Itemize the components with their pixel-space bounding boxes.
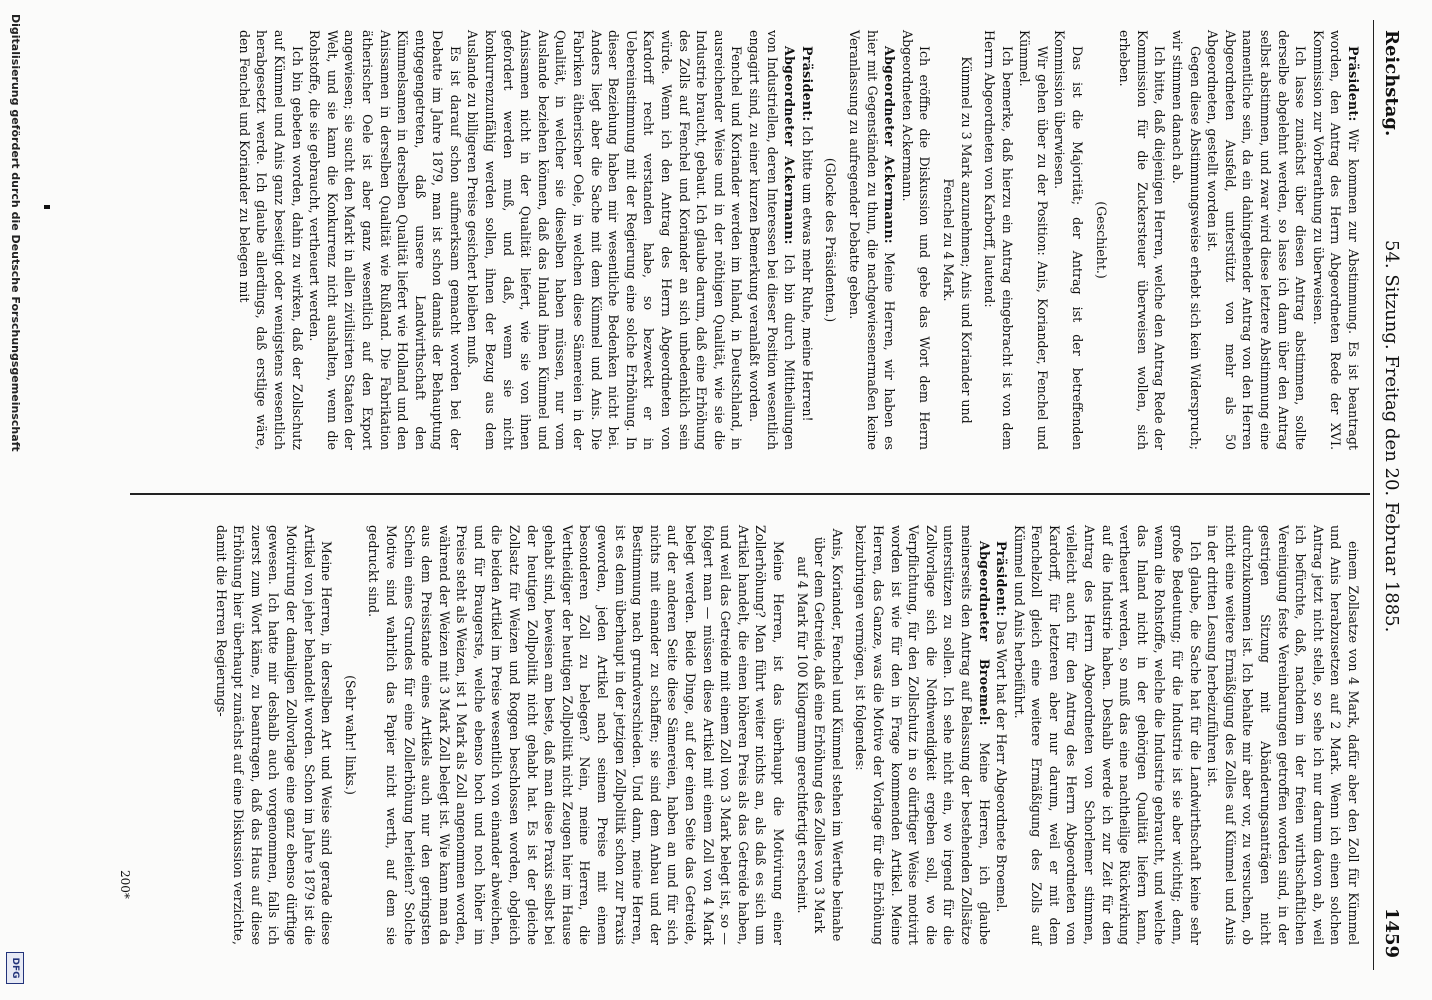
digitization-credit: Digitalisierung gefördert durch die Deutsche Forschungsgemeinschaft xyxy=(9,14,22,452)
paragraph xyxy=(898,30,933,450)
paragraph xyxy=(1116,30,1169,450)
sheet-signature-mark: 200* xyxy=(118,870,132,899)
centered-remark: (Sehr wahr! links.) xyxy=(342,675,358,795)
paragraph xyxy=(306,30,464,450)
scan-speck xyxy=(44,205,50,209)
paragraph xyxy=(1010,525,1204,945)
paragraph xyxy=(798,30,816,450)
paragraph-text: Wir kommen zur Abstimmung. Es ist beantragt worden, den Antrag des Herrn Abgeordneten Rede der XVI. Kommission zur Vorberathung zu überweisen. xyxy=(1310,30,1361,450)
paragraph xyxy=(1051,30,1086,450)
paragraph xyxy=(1016,30,1051,450)
paragraph-text: einem Zollsatze von 4 Mark, dafür aber den Zoll für Kümmel und Anis herabzusetzen auf 2 Mark. Wenn ich einen solchen Antrag jetzt nicht stelle, so sehe ich nur darum davon ab, weil ich befürchte, daß, nachdem in der freien wirthschaftlichen Vereinigung feste Vereinbarungen getroffen worden sind, in der gestrigen Sitzung mit Abänderungsanträgen nicht durchzukommen ist. Ich behalte mir aber vor, zu versuchen, ob nicht eine weitere Ermäßigung des Zolles auf Kümmel und Anis in der dritten Lesung herbeizuführen ist. xyxy=(1205,525,1361,945)
speaker-name: Präsident: xyxy=(799,46,815,122)
paragraph-text: Ich bemerke, daß hierzu ein Antrag eingebracht ist von dem Herrn Abgeordneten von Karborff, lautend: xyxy=(982,30,1015,450)
paragraph-text: Meine Herren, ich glaube meinerseits den Antrag auf Belassung der bestehenden Zollsätze unterstützen zu sollen. Ich sehe nicht ein, wo irgend für die Zollvorlage sich die Nothwendigkeit ergeben soll, wo die Verpflichtung, für den Zollschutz in so dürftiger Weise motivirt worden ist wie für den in Frage kommenden Artikel. Meine Herren, das Ganze, was die Motive der Vorlage für die Erhöhung beizubringen vermögen, ist folgendes: xyxy=(853,525,992,945)
paragraph-text: Ich bitte um etwas mehr Ruhe, meine Herren! xyxy=(799,125,815,422)
speaker-name: Abgeordneter Broemel: xyxy=(976,541,992,726)
header-journal-title: Reichstag. xyxy=(1381,30,1402,137)
dfg-logo-text: DFG xyxy=(10,957,20,979)
paragraph xyxy=(1168,30,1203,450)
paragraph xyxy=(212,525,335,945)
dfg-logo xyxy=(6,952,24,984)
header-page-number: 1459 xyxy=(1381,907,1402,958)
centered-remark: Kümmel zu 3 Mark anzunehmen; Anis und Koriander und Fenchel zu 4 Mark. xyxy=(940,56,974,424)
paragraph xyxy=(1309,30,1362,450)
paragraph-text: Ich lasse zunächst über diesen Antrag abstimmen, sollte derselbe abgelehnt werden, so lasse ich dann über den Antrag selbst abstimmen, und zwar wird diese letztere Abstimmung eine namentliche sein, da ein dahingehender Antrag von den Herren Abgeordneten Ausfeld, unterstützt von mehr als 50 Abgeordneten, gestellt worden ist. xyxy=(1205,30,1309,450)
paragraph xyxy=(1204,525,1362,945)
page-header xyxy=(1373,20,1408,970)
paragraph-text: Gegen diese Abstimmungsweise erhebt sich kein Widerspruch; wir stimmen danach ab. xyxy=(1170,30,1203,450)
paragraph xyxy=(981,30,1016,450)
paragraph-text: Ich bin durch Mittheilungen von Industriellen, deren Interessen bei dieser Position wesentlich engagirt sind, zu einer kurzen Bemerkung veranlaßt worden. xyxy=(747,30,798,450)
paragraph xyxy=(1204,30,1310,450)
paragraph-text: Das Wort hat der Herr Abgeordnete Broemel. xyxy=(994,620,1010,913)
paragraph xyxy=(365,525,787,945)
paragraph-text: Ich eröffne die Diskussion und gebe das Wort dem Herrn Abgeordneten Ackermann. xyxy=(899,30,933,450)
paragraph xyxy=(235,30,305,450)
paragraph xyxy=(745,30,798,450)
paragraph-text: Meine Herren, ist das überhaupt die Motivirung einer Zollerhöhung? Man führt weiter nichts an, als daß es sich um Artikel handelt, die einen höheren Preis als das Getreide haben, und weil das Getreide mit einem Zoll von 3 Mark belegt ist, so — folgert man — müssen diese Artikel mit einem Zoll von 4 Mark belegt werden. Beide Dinge, auf der einen Seite das Getreide, auf der anderen Seite diese Sämereien, haben an und für sich nichts mit einander zu schaffen; sie sind dem Anbau und der Bestimmung nach grundverschieden. Und dann, meine Herren, ist es denn überhaupt in der jetzigen Zollpolitik schon zur Praxis geworden, jeden Artikel nach seinem Preise mit einem besonderen Zoll zu belegen? Nein, meine Herren, die Vertheidiger der heutigen Zollpolitik nicht Zeugen hier im Hause gehabt sind, beweisen am beste, daß man diese Praxis selbst bei der heutigen Zollpolitik nicht gehabt hat. Es ist der gleiche Zollsatz für Weizen und Roggen beschlossen worden, obgleich die beiden Artikel im Preise wesentlich von einander abweichen, und für Braugerste, welche ebenso hoch und noch höher im Preise steht als Weizen, ist 1 Mark als Zoll angenommen worden, während der Weizen mit 3 Mark Zoll belegt ist. Wie kann man da aus dem Preisstande eines Artikels auch nur den geringsten Schein eines Grundes für eine Zollerhöhung herleiten? Solche Motive sind wahrlich das Papier nicht werth, auf dem sie gedruckt sind. xyxy=(366,525,786,945)
header-session-date: 54. Sitzung. Freitag den 20. Februar 1885. xyxy=(1381,240,1402,633)
text-column-left xyxy=(235,30,1362,450)
paragraph xyxy=(993,525,1011,945)
paragraph-text: Meine Herren, wir haben es hier mit Gegenständen zu thun, die nachgewiesenermaßen keine Veranlassung zu aufregender Debatte geben. xyxy=(846,30,898,450)
centered-remark: (Geschieht.) xyxy=(1093,201,1109,279)
paragraph xyxy=(845,30,898,450)
centered-remark: Anis, Koriander, Fenchel und Kümmel stehen im Werthe beinahe über dem Getreide, daß eine Erhöhung des Zolles von 3 Mark auf 4 Mark für 100 Kilogramm gerechtfertigt erscheint. xyxy=(794,528,845,942)
paragraph-text: Es ist darauf schon aufmerksam gemacht worden bei der Debatte im Jahre 1879, man ist schon damals der Behauptung entgegengetreten, daß unsere Landwirthschaft den Kümmelsamen in derselben Qualität liefert wie Holland und den Anissamen in derselben Qualität wie Rußland. Die Fabrikation ätherischer Oele ist aber ganz wesentlich auf den Export angewiesen; sie sucht den Markt in allen zivilisirten Staaten der Welt, und sie kann die Konkurrenz nicht aushalten, wenn die Rohstoffe, die sie gebraucht, vertheuert werden. xyxy=(307,30,463,450)
speaker-name: Abgeordneter Ackermann: xyxy=(782,46,798,245)
paragraph xyxy=(464,30,746,450)
speaker-name: Abgeordneter Ackermann: xyxy=(882,46,898,244)
paragraph-text: Fenchel und Koriander werden im Inland, in Deutschland, in ausreichender Weise und in der nöthigen Qualität, wie sie die Industrie braucht, gebaut. Ich glaube darum, daß eine Erhöhung des Zolls auf Fenchel und Koriander an sich unbedenklich sein würde. Wenn ich den Antrag des Herrn Abgeordneten von Kardorff recht verstanden habe, so bezweckt er in Uebereinstimmung mit der Regierung eine solche Erhöhung. In dieser Beziehung haben mir wesentliche Bedenken nicht bei. Anders liegt aber die Sache mit dem Kümmel und Anis. Die Fabriken ätherischer Oele, in welchen diese Sämereien in der Qualität, in welcher sie dieselben haben müssen, nur vom Auslande beziehen können, daß das Inland ihnen Kümmel und Anissamen nicht in der Qualität liefert, wie sie von ihnen gefordert werden muß, und daß, wenn sie nicht konkurrenzunfähig werden sollen, ihnen der Bezug aus dem Auslande zu billigeren Preise gesichert bleiben muß. xyxy=(465,30,745,450)
paragraph xyxy=(852,525,993,945)
paragraph-text: Ich bin gebeten worden, dahin zu wirken, daß der Zollschutz auf Kümmel und Anis ganz beseitigt oder wenigstens wesentlich herabgesetzt werde. Ich glaube allerdings, daß erstlige wäre, den Fenchel und Koriander zu belegen mit xyxy=(236,30,305,450)
paragraph-text: Wir gehen über zu der Position: Anis, Koriander, Fenchel und Kümmel. xyxy=(1017,30,1050,450)
speaker-name: Präsident: xyxy=(1346,46,1361,122)
paragraph-text: Meine Herren, in derselben Art und Weise sind gerade diese Artikel von jeher behandelt worden. Schon im Jahre 1879 ist die Motivirung der damaligen Zollvorlage eine ganz ebenso dürftige gewesen. Ich hatte mir deshalb auch vorgenommen, falls ich zuerst zum Wort käme, zu beantragen, daß das Haus auf diese Erhöhung hier überhaupt zunächst auf eine Diskussion verzichte, damit die Herren Regierungs- xyxy=(213,525,335,945)
page-footer xyxy=(4,0,24,1000)
text-column-right xyxy=(212,525,1362,945)
paragraph-text: Ich glaube, die Sache hat für die Landwirthschaft keine sehr große Bedeutung; für die Industrie ist sie aber wichtig; denn, wenn die Rohstoffe, welche die Industrie gebraucht, und welche das Inland nicht in der gehörigen Qualität liefern kann, vertheuert werden, so muß das eine nachtheilige Rückwirkung auf die Industrie haben. Deshalb werde ich zur Zeit für den Antrag des Herrn Abgeordneten von Schorlemer stimmen, vielleicht auch für den Antrag des Herrn Abgeordneten von Kardorff, für letzteren aber nur darum, weil er mit dem Fenchelzoll gleich eine weitere Ermäßigung des Zolls auf Kümmel und Anis herbeiführt. xyxy=(1011,525,1203,945)
speaker-name: Präsident: xyxy=(994,541,1010,617)
column-divider xyxy=(130,493,1370,495)
paragraph-text: Ich bitte, daß diejenigen Herren, welche den Antrag Rede der Kommission für die Zuckersteuer überweisen wollen, sich erheben. xyxy=(1117,30,1168,450)
paragraph-text: Das ist die Majorität; der Antrag ist der betreffenden Kommission überwiesen. xyxy=(1052,30,1086,450)
centered-remark: (Glocke des Präsidenten.) xyxy=(823,157,839,323)
